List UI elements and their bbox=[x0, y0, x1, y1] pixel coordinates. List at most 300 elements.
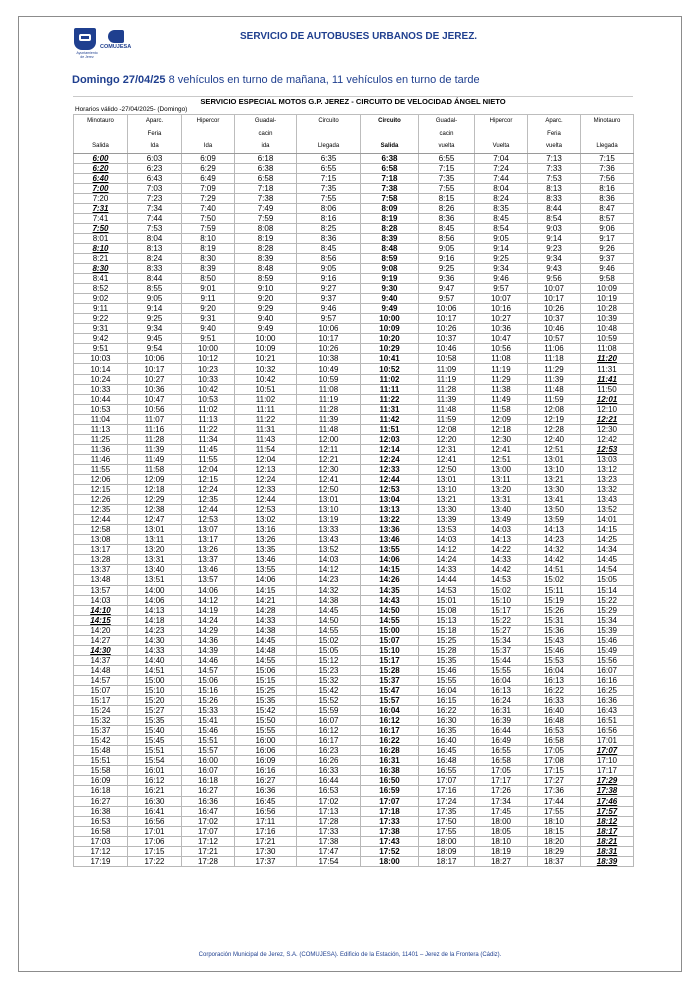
table-row bbox=[74, 635, 634, 645]
time-cell: 10:21 bbox=[235, 354, 297, 364]
time-cell: 12:30 bbox=[475, 434, 528, 444]
time-cell: 8:57 bbox=[581, 213, 634, 223]
time-cell: 16:30 bbox=[419, 716, 475, 726]
time-cell: 6:58 bbox=[361, 163, 419, 173]
time-cell: 16:04 bbox=[475, 675, 528, 685]
time-cell: 15:42 bbox=[297, 685, 361, 695]
time-cell: 15:11 bbox=[528, 585, 581, 595]
time-cell: 14:23 bbox=[128, 625, 182, 635]
time-cell: 15:37 bbox=[361, 675, 419, 685]
time-cell: 7:04 bbox=[475, 153, 528, 163]
time-cell: 8:16 bbox=[581, 183, 634, 193]
table-row bbox=[74, 806, 634, 816]
table-row bbox=[74, 675, 634, 685]
time-cell: 14:43 bbox=[361, 595, 419, 605]
time-cell: 16:13 bbox=[475, 685, 528, 695]
table-row bbox=[74, 213, 634, 223]
time-cell: 12:08 bbox=[528, 404, 581, 414]
time-cell: 11:45 bbox=[182, 444, 235, 454]
time-cell: 15:35 bbox=[419, 655, 475, 665]
vehicle-info: 8 vehículos en turno de mañana, 11 vehículos en turno de tarde bbox=[168, 74, 480, 86]
time-cell: 16:56 bbox=[128, 816, 182, 826]
time-cell: 9:25 bbox=[475, 253, 528, 263]
time-cell: 7:24 bbox=[475, 163, 528, 173]
time-cell: 17:43 bbox=[361, 836, 419, 846]
time-cell: 15:22 bbox=[475, 615, 528, 625]
time-cell: 9:58 bbox=[581, 274, 634, 284]
time-cell: 10:00 bbox=[361, 314, 419, 324]
time-cell: 17:55 bbox=[528, 806, 581, 816]
time-cell: 15:32 bbox=[74, 716, 128, 726]
time-cell: 14:30 bbox=[128, 635, 182, 645]
time-cell: 16:22 bbox=[419, 706, 475, 716]
time-cell: 15:02 bbox=[475, 585, 528, 595]
time-cell: 18:00 bbox=[475, 816, 528, 826]
time-cell: 17:12 bbox=[74, 846, 128, 856]
time-cell: 13:50 bbox=[528, 505, 581, 515]
table-row bbox=[74, 294, 634, 304]
table-row bbox=[74, 485, 634, 495]
time-cell: 15:10 bbox=[361, 645, 419, 655]
time-cell: 13:30 bbox=[528, 485, 581, 495]
time-cell: 7:20 bbox=[74, 193, 128, 203]
table-row bbox=[74, 545, 634, 555]
time-cell: 11:02 bbox=[182, 404, 235, 414]
time-cell: 14:00 bbox=[128, 585, 182, 595]
time-cell: 15:15 bbox=[235, 675, 297, 685]
time-cell: 10:27 bbox=[475, 314, 528, 324]
time-cell: 17:24 bbox=[419, 796, 475, 806]
time-cell: 15:51 bbox=[74, 756, 128, 766]
time-cell: 10:41 bbox=[361, 354, 419, 364]
time-cell: 13:55 bbox=[235, 565, 297, 575]
header-title: SERVICIO DE AUTOBUSES URBANOS DE JEREZ. bbox=[240, 31, 478, 42]
time-cell: 11:31 bbox=[361, 404, 419, 414]
time-cell: 14:57 bbox=[74, 675, 128, 685]
time-cell: 16:24 bbox=[475, 696, 528, 706]
time-cell: 13:28 bbox=[74, 555, 128, 565]
time-cell: 13:19 bbox=[297, 515, 361, 525]
table-row bbox=[74, 384, 634, 394]
table-row bbox=[74, 274, 634, 284]
time-cell: 12:29 bbox=[128, 495, 182, 505]
time-cell: 7:23 bbox=[128, 193, 182, 203]
time-cell: 11:42 bbox=[361, 414, 419, 424]
time-cell: 15:08 bbox=[419, 605, 475, 615]
time-cell: 17:07 bbox=[182, 826, 235, 836]
time-cell: 11:36 bbox=[74, 444, 128, 454]
time-cell: 17:08 bbox=[528, 756, 581, 766]
time-cell: 12:41 bbox=[297, 475, 361, 485]
time-cell: 10:07 bbox=[475, 294, 528, 304]
time-cell: 11:49 bbox=[475, 394, 528, 404]
time-cell: 15:56 bbox=[581, 655, 634, 665]
time-cell: 13:43 bbox=[581, 495, 634, 505]
time-cell: 16:50 bbox=[361, 776, 419, 786]
time-cell: 13:32 bbox=[581, 485, 634, 495]
time-cell: 15:17 bbox=[361, 655, 419, 665]
time-cell: 8:52 bbox=[74, 284, 128, 294]
time-cell: 14:23 bbox=[528, 535, 581, 545]
time-cell: 11:58 bbox=[475, 404, 528, 414]
time-cell: 16:43 bbox=[581, 706, 634, 716]
time-cell: 16:39 bbox=[475, 716, 528, 726]
time-cell: 13:40 bbox=[128, 565, 182, 575]
table-row bbox=[74, 706, 634, 716]
column-header bbox=[581, 128, 634, 141]
time-cell: 16:49 bbox=[475, 736, 528, 746]
time-cell: 10:06 bbox=[297, 324, 361, 334]
time-cell: 12:50 bbox=[297, 485, 361, 495]
column-header: Circuito bbox=[297, 115, 361, 128]
column-header: Guadal- bbox=[419, 115, 475, 128]
timetable-body bbox=[74, 153, 634, 866]
time-cell: 14:15 bbox=[235, 585, 297, 595]
time-cell: 12:53 bbox=[581, 444, 634, 454]
time-cell: 15:25 bbox=[419, 635, 475, 645]
time-cell: 16:04 bbox=[361, 706, 419, 716]
time-cell: 9:20 bbox=[182, 304, 235, 314]
time-cell: 14:57 bbox=[182, 665, 235, 675]
table-row bbox=[74, 836, 634, 846]
time-cell: 9:20 bbox=[235, 294, 297, 304]
time-cell: 12:18 bbox=[128, 485, 182, 495]
time-cell: 17:33 bbox=[297, 826, 361, 836]
time-cell: 9:19 bbox=[361, 274, 419, 284]
time-cell: 16:12 bbox=[361, 716, 419, 726]
time-cell: 11:50 bbox=[581, 384, 634, 394]
time-cell: 10:36 bbox=[128, 384, 182, 394]
time-cell: 13:11 bbox=[128, 535, 182, 545]
time-cell: 15:27 bbox=[475, 625, 528, 635]
time-cell: 12:44 bbox=[235, 495, 297, 505]
time-cell: 12:06 bbox=[74, 475, 128, 485]
table-row bbox=[74, 354, 634, 364]
time-cell: 13:53 bbox=[419, 525, 475, 535]
time-cell: 6:23 bbox=[128, 163, 182, 173]
time-cell: 15:53 bbox=[528, 655, 581, 665]
column-header: Minotauro bbox=[581, 115, 634, 128]
time-cell: 11:22 bbox=[182, 424, 235, 434]
column-header: Circuito bbox=[361, 115, 419, 128]
time-cell: 11:51 bbox=[361, 424, 419, 434]
time-cell: 14:13 bbox=[475, 535, 528, 545]
time-cell: 9:16 bbox=[297, 274, 361, 284]
time-cell: 16:45 bbox=[419, 746, 475, 756]
time-cell: 7:15 bbox=[297, 173, 361, 183]
time-cell: 7:38 bbox=[235, 193, 297, 203]
time-cell: 9:57 bbox=[419, 294, 475, 304]
time-cell: 8:30 bbox=[74, 264, 128, 274]
time-cell: 17:44 bbox=[528, 796, 581, 806]
time-cell: 16:44 bbox=[297, 776, 361, 786]
time-cell: 11:49 bbox=[128, 454, 182, 464]
time-cell: 13:07 bbox=[182, 525, 235, 535]
time-cell: 11:43 bbox=[235, 434, 297, 444]
time-cell: 8:06 bbox=[297, 203, 361, 213]
time-cell: 15:20 bbox=[128, 696, 182, 706]
time-cell: 12:50 bbox=[419, 464, 475, 474]
time-cell: 14:10 bbox=[74, 605, 128, 615]
time-cell: 16:48 bbox=[419, 756, 475, 766]
time-cell: 11:29 bbox=[528, 364, 581, 374]
time-cell: 13:37 bbox=[182, 555, 235, 565]
time-cell: 12:03 bbox=[361, 434, 419, 444]
time-cell: 10:48 bbox=[581, 324, 634, 334]
time-cell: 8:04 bbox=[128, 233, 182, 243]
time-cell: 12:09 bbox=[475, 414, 528, 424]
time-cell: 13:57 bbox=[182, 575, 235, 585]
time-cell: 9:05 bbox=[475, 233, 528, 243]
time-cell: 8:39 bbox=[361, 233, 419, 243]
time-cell: 8:50 bbox=[182, 274, 235, 284]
time-cell: 15:17 bbox=[475, 605, 528, 615]
time-cell: 10:28 bbox=[581, 304, 634, 314]
time-cell: 10:19 bbox=[581, 294, 634, 304]
time-cell: 16:38 bbox=[361, 766, 419, 776]
time-cell: 10:16 bbox=[475, 304, 528, 314]
footer-address: Corporación Municipal de Jerez, S.A. (COMUJESA). Edificio de la Estación, 11401 – Jerez de la Frontera (Cádiz). bbox=[198, 952, 502, 958]
time-cell: 17:06 bbox=[128, 836, 182, 846]
time-cell: 10:56 bbox=[475, 344, 528, 354]
time-cell: 9:46 bbox=[475, 274, 528, 284]
table-row bbox=[74, 766, 634, 776]
time-cell: 14:54 bbox=[581, 565, 634, 575]
time-cell: 16:21 bbox=[128, 786, 182, 796]
time-cell: 16:22 bbox=[361, 736, 419, 746]
time-cell: 16:33 bbox=[297, 766, 361, 776]
time-cell: 11:48 bbox=[528, 384, 581, 394]
time-cell: 14:39 bbox=[182, 645, 235, 655]
time-cell: 15:13 bbox=[419, 615, 475, 625]
column-header: Llegada bbox=[297, 140, 361, 153]
time-cell: 14:13 bbox=[128, 605, 182, 615]
time-cell: 17:15 bbox=[128, 846, 182, 856]
time-cell: 10:52 bbox=[361, 364, 419, 374]
time-cell: 15:55 bbox=[419, 675, 475, 685]
time-cell: 6:00 bbox=[74, 153, 128, 163]
time-cell: 14:33 bbox=[475, 555, 528, 565]
logo bbox=[74, 28, 132, 59]
time-cell: 15:37 bbox=[475, 645, 528, 655]
time-cell: 18:10 bbox=[475, 836, 528, 846]
time-cell: 15:14 bbox=[581, 585, 634, 595]
time-cell: 16:31 bbox=[475, 706, 528, 716]
time-cell: 16:26 bbox=[297, 756, 361, 766]
time-cell: 12:20 bbox=[419, 434, 475, 444]
time-cell: 10:09 bbox=[361, 324, 419, 334]
time-cell: 16:58 bbox=[528, 736, 581, 746]
time-cell: 8:10 bbox=[182, 233, 235, 243]
time-cell: 9:05 bbox=[297, 264, 361, 274]
time-cell: 9:29 bbox=[235, 304, 297, 314]
time-cell: 8:59 bbox=[235, 274, 297, 284]
comujesa-icon bbox=[108, 30, 124, 43]
time-cell: 11:20 bbox=[581, 354, 634, 364]
time-cell: 17:01 bbox=[581, 736, 634, 746]
time-cell: 12:10 bbox=[581, 404, 634, 414]
table-row bbox=[74, 796, 634, 806]
time-cell: 15:05 bbox=[297, 645, 361, 655]
time-cell: 17:05 bbox=[528, 746, 581, 756]
time-cell: 10:00 bbox=[182, 344, 235, 354]
column-header: Aparc. bbox=[128, 115, 182, 128]
time-cell: 9:40 bbox=[182, 324, 235, 334]
column-header: vuelta bbox=[419, 140, 475, 153]
column-header bbox=[182, 128, 235, 141]
time-cell: 11:07 bbox=[128, 414, 182, 424]
shield-icon bbox=[74, 28, 96, 50]
time-cell: 6:18 bbox=[235, 153, 297, 163]
time-cell: 15:42 bbox=[235, 706, 297, 716]
time-cell: 12:24 bbox=[361, 454, 419, 464]
time-cell: 14:51 bbox=[128, 665, 182, 675]
time-cell: 10:49 bbox=[297, 364, 361, 374]
time-cell: 15:46 bbox=[528, 645, 581, 655]
time-cell: 15:34 bbox=[581, 615, 634, 625]
time-cell: 9:02 bbox=[74, 294, 128, 304]
time-cell: 9:31 bbox=[74, 324, 128, 334]
time-cell: 16:53 bbox=[74, 816, 128, 826]
time-cell: 15:17 bbox=[74, 696, 128, 706]
header-row-direction bbox=[74, 140, 634, 153]
time-cell: 16:27 bbox=[235, 776, 297, 786]
time-cell: 16:28 bbox=[361, 746, 419, 756]
time-cell: 16:17 bbox=[297, 736, 361, 746]
time-cell: 9:57 bbox=[475, 284, 528, 294]
time-cell: 9:14 bbox=[128, 304, 182, 314]
time-cell: 17:17 bbox=[475, 776, 528, 786]
time-cell: 16:00 bbox=[182, 756, 235, 766]
time-cell: 9:36 bbox=[419, 274, 475, 284]
time-cell: 6:20 bbox=[74, 163, 128, 173]
time-cell: 14:03 bbox=[419, 535, 475, 545]
time-cell: 9:40 bbox=[361, 294, 419, 304]
time-cell: 9:56 bbox=[528, 274, 581, 284]
time-cell: 14:37 bbox=[74, 655, 128, 665]
timetable-title: SERVICIO ESPECIAL MOTOS G.P. JEREZ - CIRCUITO DE VELOCIDAD ÁNGEL NIETO bbox=[73, 96, 633, 106]
time-cell: 10:36 bbox=[475, 324, 528, 334]
time-cell: 13:55 bbox=[361, 545, 419, 555]
time-cell: 16:40 bbox=[419, 736, 475, 746]
table-row bbox=[74, 464, 634, 474]
time-cell: 17:03 bbox=[74, 836, 128, 846]
column-header: Salida bbox=[361, 140, 419, 153]
time-cell: 15:47 bbox=[361, 685, 419, 695]
table-row bbox=[74, 243, 634, 253]
time-cell: 12:15 bbox=[182, 475, 235, 485]
time-cell: 11:55 bbox=[182, 454, 235, 464]
time-cell: 16:33 bbox=[528, 696, 581, 706]
table-row bbox=[74, 223, 634, 233]
time-cell: 12:13 bbox=[235, 464, 297, 474]
table-row bbox=[74, 424, 634, 434]
time-cell: 17:17 bbox=[581, 766, 634, 776]
time-cell: 11:11 bbox=[235, 404, 297, 414]
time-cell: 6:38 bbox=[235, 163, 297, 173]
time-cell: 11:28 bbox=[128, 434, 182, 444]
time-cell: 7:44 bbox=[128, 213, 182, 223]
time-cell: 15:19 bbox=[528, 595, 581, 605]
time-cell: 8:13 bbox=[528, 183, 581, 193]
time-cell: 11:31 bbox=[235, 424, 297, 434]
time-cell: 8:35 bbox=[475, 203, 528, 213]
time-cell: 7:44 bbox=[475, 173, 528, 183]
table-row bbox=[74, 665, 634, 675]
time-cell: 7:35 bbox=[297, 183, 361, 193]
time-cell: 14:03 bbox=[475, 525, 528, 535]
time-cell: 14:03 bbox=[297, 555, 361, 565]
time-cell: 14:30 bbox=[74, 645, 128, 655]
time-cell: 8:09 bbox=[361, 203, 419, 213]
time-cell: 15:48 bbox=[74, 746, 128, 756]
time-cell: 16:18 bbox=[74, 786, 128, 796]
time-cell: 8:39 bbox=[235, 253, 297, 263]
time-cell: 10:23 bbox=[182, 364, 235, 374]
header-row-stops-2 bbox=[74, 128, 634, 141]
time-cell: 9:16 bbox=[419, 253, 475, 263]
time-cell: 11:02 bbox=[361, 374, 419, 384]
time-cell: 6:03 bbox=[128, 153, 182, 163]
time-cell: 8:04 bbox=[475, 183, 528, 193]
time-cell: 14:01 bbox=[581, 515, 634, 525]
time-cell: 17:21 bbox=[182, 846, 235, 856]
time-cell: 16:40 bbox=[528, 706, 581, 716]
time-cell: 12:21 bbox=[297, 454, 361, 464]
column-header: cacin bbox=[235, 128, 297, 141]
time-cell: 9:40 bbox=[235, 314, 297, 324]
time-cell: 13:11 bbox=[475, 475, 528, 485]
time-cell: 8:28 bbox=[235, 243, 297, 253]
time-cell: 17:26 bbox=[475, 786, 528, 796]
column-header: Hipercor bbox=[475, 115, 528, 128]
time-cell: 10:59 bbox=[297, 374, 361, 384]
time-cell: 9:10 bbox=[235, 284, 297, 294]
time-cell: 14:33 bbox=[419, 565, 475, 575]
time-cell: 7:36 bbox=[581, 163, 634, 173]
time-cell: 14:29 bbox=[182, 625, 235, 635]
time-cell: 16:36 bbox=[182, 796, 235, 806]
time-cell: 10:03 bbox=[74, 354, 128, 364]
time-cell: 14:55 bbox=[361, 615, 419, 625]
column-header: cacin bbox=[419, 128, 475, 141]
time-cell: 12:35 bbox=[182, 495, 235, 505]
time-cell: 8:54 bbox=[528, 213, 581, 223]
time-cell: 13:10 bbox=[419, 485, 475, 495]
time-cell: 15:45 bbox=[128, 736, 182, 746]
time-cell: 11:48 bbox=[297, 424, 361, 434]
time-cell: 14:53 bbox=[419, 585, 475, 595]
table-row bbox=[74, 334, 634, 344]
time-cell: 7:49 bbox=[235, 203, 297, 213]
time-cell: 7:15 bbox=[419, 163, 475, 173]
time-cell: 7:56 bbox=[581, 173, 634, 183]
time-cell: 9:25 bbox=[419, 264, 475, 274]
table-row bbox=[74, 505, 634, 515]
time-cell: 15:31 bbox=[528, 615, 581, 625]
time-cell: 12:18 bbox=[475, 424, 528, 434]
time-cell: 12:30 bbox=[297, 464, 361, 474]
time-cell: 9:51 bbox=[182, 334, 235, 344]
table-row bbox=[74, 746, 634, 756]
time-cell: 18:09 bbox=[419, 846, 475, 856]
time-cell: 9:46 bbox=[297, 304, 361, 314]
table-row bbox=[74, 726, 634, 736]
time-cell: 17:34 bbox=[475, 796, 528, 806]
time-cell: 12:44 bbox=[74, 515, 128, 525]
table-row bbox=[74, 203, 634, 213]
column-header: Minotauro bbox=[74, 115, 128, 128]
